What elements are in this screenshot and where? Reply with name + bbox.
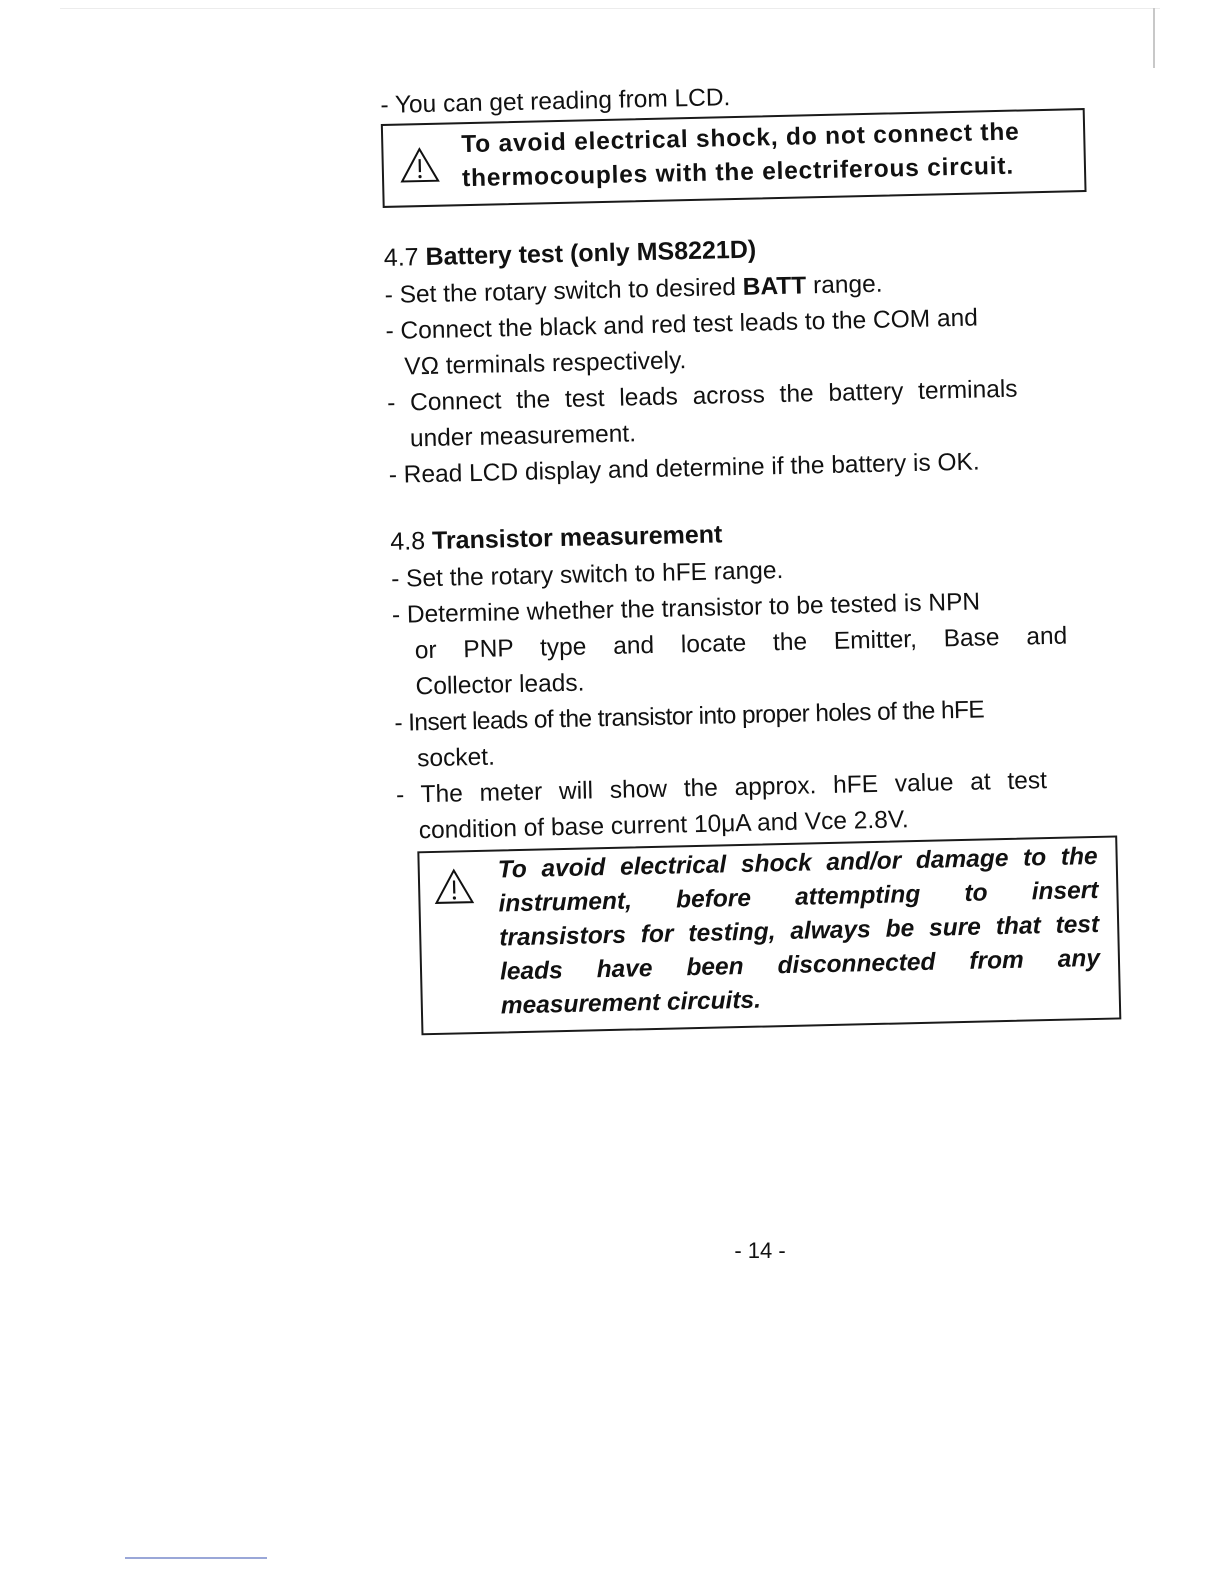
transistor-warning-box: [417, 835, 1121, 1035]
warning-2-line-2: instrument, before attempting to insert: [498, 876, 1099, 918]
section-4-7-title: Battery test (only MS8221D): [425, 235, 757, 272]
warning-2-text: [497, 840, 1101, 1024]
scan-edge-top: [60, 8, 1160, 9]
section-4-8-number: 4.8: [389, 527, 426, 556]
thermocouple-warning-box: [381, 108, 1087, 208]
transistor-step-2-line-1: - Determine whether the transistor to be tested is NPN: [391, 588, 981, 629]
section-4-8-title: Transistor measurement: [431, 520, 723, 555]
transistor-step-4-line-2: condition of base current 10μA and Vce 2.8V.: [418, 806, 909, 845]
transistor-step-1: - Set the rotary switch to hFE range.: [390, 556, 784, 593]
warning-triangle-icon: [434, 868, 475, 905]
battery-step-2-line-2: VΩ terminals respectively.: [404, 347, 687, 381]
transistor-step-2-line-2: or PNP type and locate the Emitter, Base and: [414, 622, 1068, 665]
warning-1-line-1: To avoid electrical shock, do not connect the: [461, 118, 1020, 159]
warning-2-line-5: measurement circuits.: [500, 986, 762, 1020]
scan-edge-right: [1153, 8, 1155, 68]
page-number: - 14 -: [734, 1238, 786, 1263]
transistor-step-3-line-2: socket.: [416, 743, 496, 773]
battery-step-3-line-2: under measurement.: [409, 420, 637, 453]
battery-step-1-end: range.: [805, 270, 883, 300]
battery-step-2-line-1: - Connect the black and red test leads to the COM and: [385, 304, 979, 345]
warning-1-line-2: thermocouples with the electriferous circuit.: [461, 152, 1015, 193]
battery-step-3-line-1: - Connect the test leads across the battery terminals: [386, 375, 1018, 417]
warning-triangle-icon: [399, 147, 440, 184]
transistor-step-3-line-1: - Insert leads of the transistor into proper holes of the hFE: [394, 696, 985, 737]
intro-line: - You can get reading from LCD.: [380, 84, 731, 119]
transistor-step-4-line-1: - The meter will show the approx. hFE value at test: [395, 767, 1048, 809]
warning-2-line-4: leads have been disconnected from any: [499, 944, 1101, 986]
section-4-7-number: 4.7: [383, 243, 419, 272]
battery-step-1-text: - Set the rotary switch to desired: [384, 273, 744, 309]
warning-2-line-1: To avoid electrical shock and/or damage to the: [497, 842, 1098, 884]
batt-range-label: BATT: [742, 272, 807, 301]
warning-2-line-3: transistors for testing, always be sure that test: [499, 910, 1100, 952]
battery-step-4: - Read LCD display and determine if the battery is OK.: [388, 448, 980, 489]
scan-edge-bottom: [125, 1557, 267, 1559]
page-content: [380, 72, 1111, 1036]
transistor-step-2-line-3: Collector leads.: [415, 669, 585, 701]
